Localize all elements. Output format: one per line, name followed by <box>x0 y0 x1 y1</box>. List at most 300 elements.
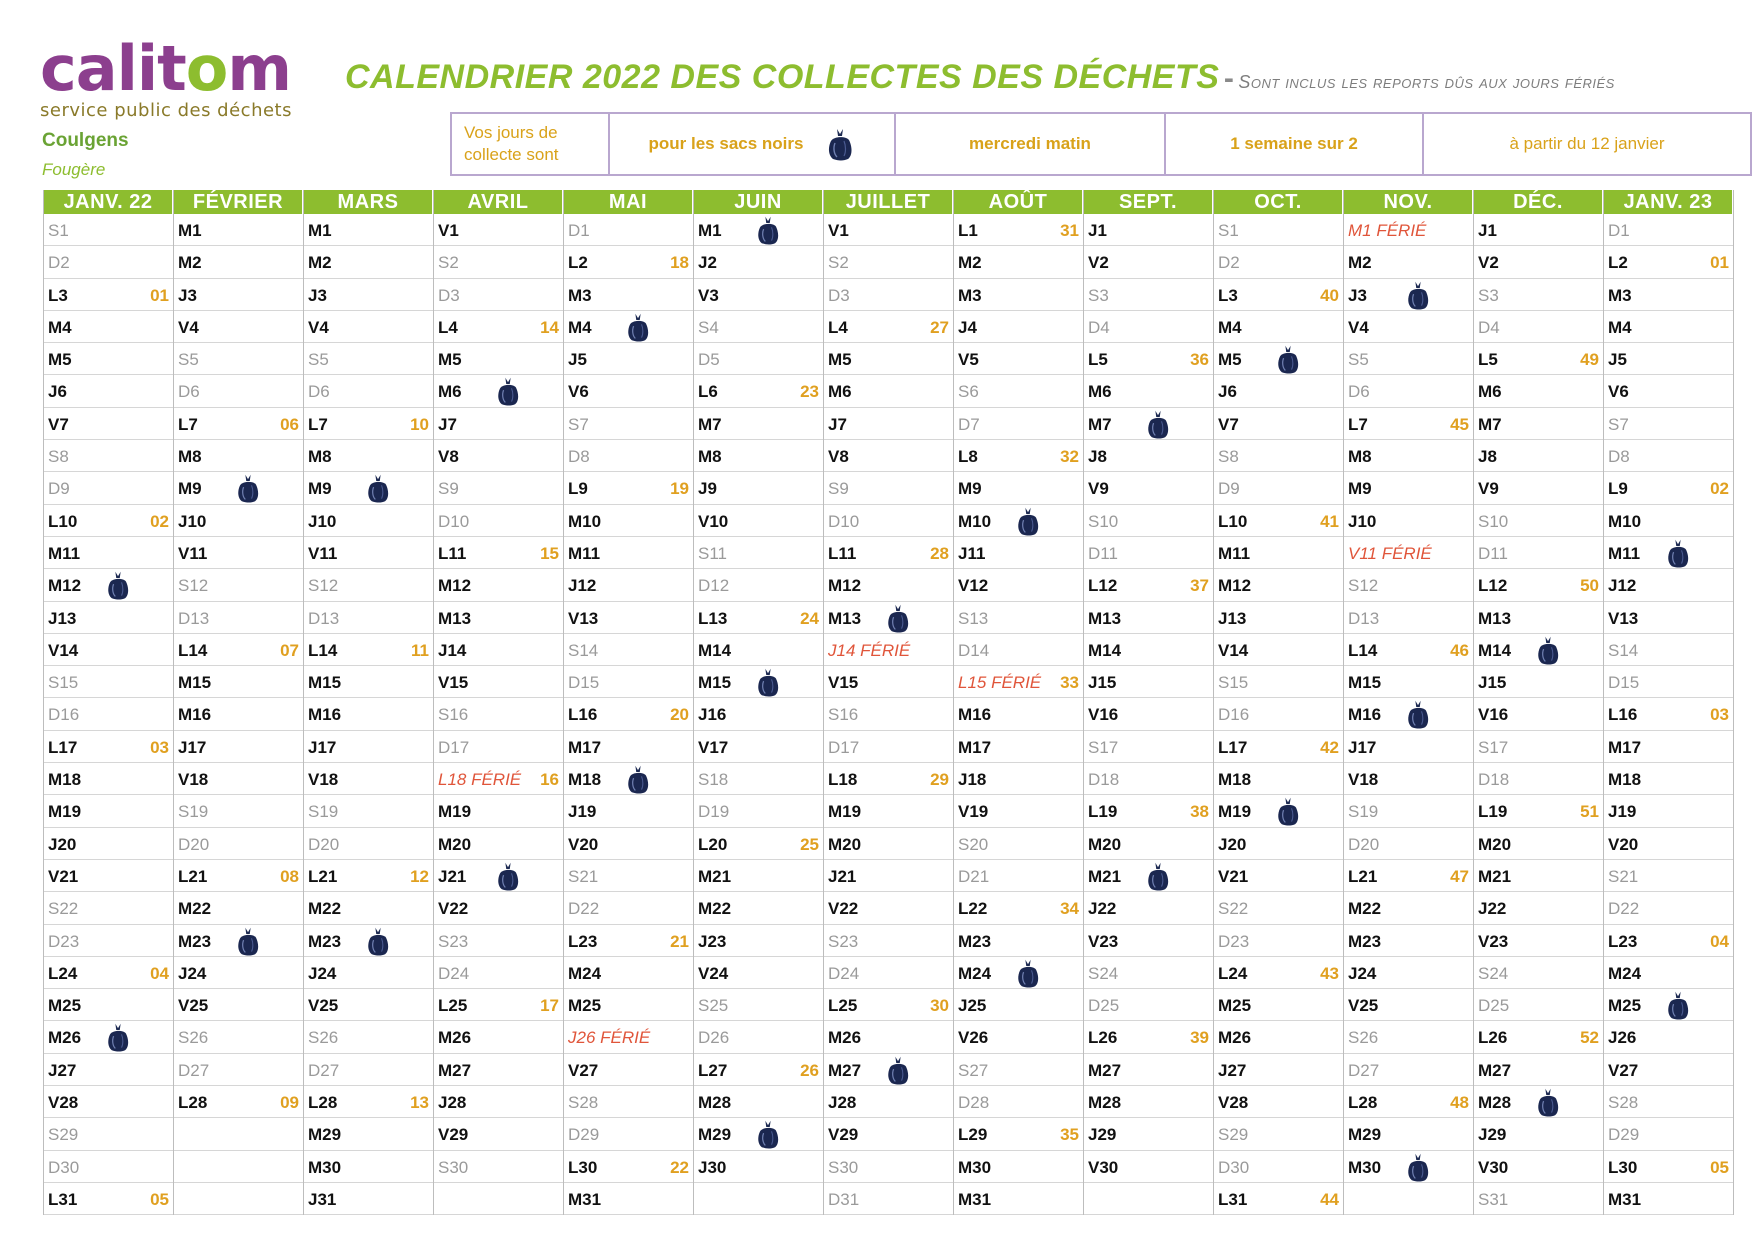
day-label: S13 <box>958 608 989 628</box>
week-number: 04 <box>150 963 169 983</box>
day-cell <box>824 569 953 601</box>
weekend-day-cell <box>954 634 1083 666</box>
day-cell <box>174 666 303 698</box>
day-label: V18 <box>308 770 339 790</box>
trash-bag-icon <box>1664 990 1692 1025</box>
day-cell <box>1084 795 1213 827</box>
day-label: M13 <box>828 608 862 628</box>
weekend-day-cell <box>954 1086 1083 1118</box>
day-label: L9 <box>1608 479 1628 499</box>
week-number: 23 <box>800 382 819 402</box>
day-cell <box>434 860 563 892</box>
day-cell <box>694 472 823 504</box>
day-label: S27 <box>958 1060 989 1080</box>
day-label: L10 <box>1218 511 1248 531</box>
day-label: M23 <box>178 931 212 951</box>
day-cell <box>304 892 433 924</box>
calitom-logo <box>40 32 340 121</box>
day-label: V22 <box>828 899 859 919</box>
day-label: D4 <box>1088 317 1110 337</box>
week-number: 32 <box>1060 447 1079 467</box>
day-label: S14 <box>1608 640 1639 660</box>
day-cell <box>954 1118 1083 1150</box>
info-start: à partir du 12 janvier <box>1509 134 1665 153</box>
day-cell <box>564 505 693 537</box>
day-cell <box>954 1021 1083 1053</box>
day-label: V27 <box>568 1060 599 1080</box>
month-header: DÉC. <box>1474 190 1603 214</box>
day-label: L14 <box>1348 640 1378 660</box>
day-cell <box>1084 343 1213 375</box>
day-label: S15 <box>1218 673 1249 693</box>
day-label: M10 <box>958 511 992 531</box>
weekend-day-cell <box>1344 569 1473 601</box>
weekend-day-cell <box>954 828 1083 860</box>
day-label: S12 <box>178 576 209 596</box>
day-cell <box>304 279 433 311</box>
day-cell <box>434 1086 563 1118</box>
day-label: J22 <box>1088 899 1117 919</box>
day-cell <box>44 537 173 569</box>
day-cell <box>434 214 563 246</box>
day-label: D12 <box>698 576 730 596</box>
day-cell <box>44 569 173 601</box>
weekend-day-cell <box>1214 214 1343 246</box>
weekend-day-cell <box>174 828 303 860</box>
weekend-day-cell <box>44 1118 173 1150</box>
empty-day-cell <box>694 1183 823 1215</box>
day-cell <box>1214 731 1343 763</box>
day-label: D23 <box>48 931 80 951</box>
empty-day-cell <box>174 1151 303 1183</box>
weekend-day-cell <box>1214 246 1343 278</box>
day-label: V11 FÉRIÉ <box>1348 543 1432 563</box>
day-cell <box>1084 698 1213 730</box>
trash-bag-icon <box>494 376 522 411</box>
holiday-cell <box>824 634 953 666</box>
day-label: S15 <box>48 673 79 693</box>
trash-bag-icon <box>1404 699 1432 734</box>
day-label: L5 <box>1478 350 1498 370</box>
month-column <box>954 190 1084 1215</box>
weekend-day-cell <box>824 1183 953 1215</box>
day-label: M1 FÉRIÉ <box>1348 221 1427 240</box>
day-label: L27 <box>698 1060 728 1080</box>
weekend-day-cell <box>1604 214 1733 246</box>
weekend-day-cell <box>1474 505 1603 537</box>
day-label: L22 <box>958 899 988 919</box>
day-cell <box>174 731 303 763</box>
day-cell <box>1474 602 1603 634</box>
weekend-day-cell <box>304 828 433 860</box>
day-cell <box>1344 957 1473 989</box>
day-label: M14 <box>1478 640 1512 660</box>
day-label: V29 <box>828 1125 859 1145</box>
day-label: M4 <box>1218 317 1242 337</box>
month-header: AOÛT <box>954 190 1083 214</box>
day-cell <box>564 279 693 311</box>
day-label: S7 <box>1608 414 1629 434</box>
day-cell <box>1474 408 1603 440</box>
week-number: 24 <box>800 608 819 628</box>
month-header: MARS <box>304 190 433 214</box>
week-number: 28 <box>930 543 949 563</box>
day-cell <box>44 634 173 666</box>
week-number: 40 <box>1320 285 1339 305</box>
day-label: S10 <box>1088 511 1119 531</box>
weekend-day-cell <box>304 1021 433 1053</box>
day-label: M9 <box>958 479 982 499</box>
day-label: S29 <box>48 1125 79 1145</box>
day-label: M1 <box>178 221 202 240</box>
day-label: V28 <box>48 1093 79 1113</box>
week-number: 51 <box>1580 802 1599 822</box>
day-label: J15 <box>1478 673 1507 693</box>
day-label: D13 <box>1348 608 1380 628</box>
day-cell <box>1474 634 1603 666</box>
day-label: L25 <box>828 996 858 1016</box>
day-cell <box>1344 472 1473 504</box>
day-label: J28 <box>438 1093 467 1113</box>
trash-bag-icon <box>234 926 262 961</box>
weekend-day-cell <box>174 1054 303 1086</box>
trash-bag-icon <box>364 926 392 961</box>
day-cell <box>174 989 303 1021</box>
day-label: V20 <box>1608 834 1639 854</box>
day-label: J20 <box>1218 834 1247 854</box>
day-label: D20 <box>178 834 210 854</box>
weekend-day-cell <box>44 925 173 957</box>
week-number: 12 <box>410 866 429 886</box>
day-cell <box>1084 408 1213 440</box>
day-cell <box>304 311 433 343</box>
day-label: M28 <box>1478 1093 1512 1113</box>
week-number: 05 <box>1710 1157 1729 1177</box>
day-label: J5 <box>568 350 587 370</box>
day-label: M23 <box>308 931 342 951</box>
day-label: M29 <box>1348 1125 1382 1145</box>
weekend-day-cell <box>1214 925 1343 957</box>
trash-bag-icon <box>364 473 392 508</box>
day-label: V25 <box>308 996 339 1016</box>
day-cell <box>694 1086 823 1118</box>
day-cell <box>1214 505 1343 537</box>
day-cell <box>564 989 693 1021</box>
day-cell <box>1604 343 1733 375</box>
weekend-day-cell <box>1604 408 1733 440</box>
weekend-day-cell <box>434 472 563 504</box>
day-cell <box>304 634 433 666</box>
day-label: L21 <box>1348 866 1378 886</box>
weekend-day-cell <box>564 1086 693 1118</box>
week-number: 50 <box>1580 576 1599 596</box>
day-cell <box>694 925 823 957</box>
day-label: S23 <box>828 931 859 951</box>
day-label: D1 <box>568 221 590 240</box>
day-label: D6 <box>1348 382 1370 402</box>
day-label: D27 <box>308 1060 340 1080</box>
day-cell <box>954 763 1083 795</box>
day-label: V30 <box>1478 1157 1509 1177</box>
weekend-day-cell <box>1344 828 1473 860</box>
day-label: M6 <box>1088 382 1112 402</box>
day-cell <box>44 860 173 892</box>
day-label: M3 <box>568 285 592 305</box>
day-label: D8 <box>1608 447 1630 467</box>
week-number: 03 <box>150 737 169 757</box>
day-label: L11 <box>828 543 857 563</box>
day-cell <box>1214 795 1343 827</box>
day-cell <box>1344 505 1473 537</box>
weekend-day-cell <box>1214 666 1343 698</box>
weekend-day-cell <box>564 408 693 440</box>
day-label: V23 <box>1088 931 1119 951</box>
day-label: M24 <box>958 963 992 983</box>
day-label: D10 <box>828 511 860 531</box>
empty-day-cell <box>174 1183 303 1215</box>
day-cell <box>44 311 173 343</box>
day-cell <box>1344 763 1473 795</box>
month-header: AVRIL <box>434 190 563 214</box>
day-cell <box>824 408 953 440</box>
day-cell <box>1474 375 1603 407</box>
day-cell <box>1084 666 1213 698</box>
day-label: D15 <box>1608 673 1640 693</box>
day-cell <box>1604 795 1733 827</box>
day-cell <box>1474 246 1603 278</box>
day-cell <box>434 311 563 343</box>
day-label: M15 <box>178 673 212 693</box>
day-cell <box>304 860 433 892</box>
holiday-cell <box>434 763 563 795</box>
day-label: J14 FÉRIÉ <box>828 640 911 660</box>
day-cell <box>1084 1021 1213 1053</box>
day-cell <box>434 569 563 601</box>
weekend-day-cell <box>824 698 953 730</box>
day-label: D9 <box>1218 479 1240 499</box>
weekend-day-cell <box>1214 698 1343 730</box>
day-label: M2 <box>1348 253 1372 273</box>
day-cell <box>954 731 1083 763</box>
day-cell <box>954 537 1083 569</box>
day-label: M6 <box>828 382 852 402</box>
day-cell <box>564 602 693 634</box>
day-label: L20 <box>698 834 728 854</box>
day-cell <box>174 860 303 892</box>
day-label: D25 <box>1478 996 1510 1016</box>
day-label: D11 <box>1088 543 1118 563</box>
day-label: S28 <box>1608 1093 1639 1113</box>
week-number: 34 <box>1060 899 1079 919</box>
day-cell <box>174 634 303 666</box>
day-label: J4 <box>958 317 977 337</box>
weekend-day-cell <box>44 666 173 698</box>
weekend-day-cell <box>694 343 823 375</box>
day-cell <box>1604 375 1733 407</box>
weekend-day-cell <box>1214 440 1343 472</box>
day-cell <box>1084 472 1213 504</box>
weekend-day-cell <box>434 698 563 730</box>
empty-day-cell <box>174 1118 303 1150</box>
day-cell <box>1604 1151 1733 1183</box>
weekend-day-cell <box>1214 1118 1343 1150</box>
day-label: S5 <box>178 350 199 370</box>
day-label: M15 <box>1348 673 1382 693</box>
day-label: V7 <box>48 414 69 434</box>
day-label: M26 <box>1218 1028 1252 1048</box>
day-cell <box>694 698 823 730</box>
day-cell <box>1214 537 1343 569</box>
day-label: L26 <box>1088 1028 1118 1048</box>
weekend-day-cell <box>824 731 953 763</box>
weekend-day-cell <box>1214 892 1343 924</box>
day-label: J27 <box>1218 1060 1247 1080</box>
week-number: 31 <box>1060 221 1079 240</box>
day-cell <box>824 666 953 698</box>
day-cell <box>1474 214 1603 246</box>
day-cell <box>434 795 563 827</box>
day-cell <box>1344 1086 1473 1118</box>
day-cell <box>1344 1118 1473 1150</box>
day-label: V15 <box>828 673 859 693</box>
day-cell <box>564 375 693 407</box>
day-cell <box>304 1183 433 1215</box>
day-cell <box>304 440 433 472</box>
day-cell <box>44 343 173 375</box>
day-label: M31 <box>1608 1189 1642 1209</box>
day-label: V3 <box>698 285 719 305</box>
day-label: M19 <box>48 802 82 822</box>
day-label: V6 <box>1608 382 1629 402</box>
day-label: M12 <box>438 576 472 596</box>
day-cell <box>1604 472 1733 504</box>
day-cell <box>1604 537 1733 569</box>
week-number: 48 <box>1450 1093 1469 1113</box>
weekend-day-cell <box>44 246 173 278</box>
week-number: 07 <box>280 640 299 660</box>
day-cell <box>694 892 823 924</box>
day-cell <box>1084 860 1213 892</box>
day-cell <box>954 472 1083 504</box>
day-label: V14 <box>1218 640 1249 660</box>
weekend-day-cell <box>954 1054 1083 1086</box>
weekend-day-cell <box>1084 537 1213 569</box>
week-number: 22 <box>670 1157 689 1177</box>
day-label: V9 <box>1088 479 1109 499</box>
day-cell <box>1474 892 1603 924</box>
day-label: D2 <box>1218 253 1240 273</box>
day-cell <box>304 1151 433 1183</box>
weekend-day-cell <box>434 279 563 311</box>
day-cell <box>954 343 1083 375</box>
weekend-day-cell <box>1474 731 1603 763</box>
day-cell <box>1214 634 1343 666</box>
day-label: M5 <box>438 350 462 370</box>
day-label: J11 <box>958 543 986 563</box>
day-cell <box>1604 698 1733 730</box>
weekend-day-cell <box>44 698 173 730</box>
day-label: D13 <box>178 608 210 628</box>
day-label: M25 <box>1218 996 1252 1016</box>
day-cell <box>1344 634 1473 666</box>
day-label: L24 <box>1218 963 1248 983</box>
weekend-day-cell <box>564 214 693 246</box>
day-label: D22 <box>568 899 600 919</box>
day-label: M17 <box>1608 737 1642 757</box>
day-cell <box>174 408 303 440</box>
day-cell <box>304 537 433 569</box>
day-cell <box>1214 343 1343 375</box>
day-label: S1 <box>1218 221 1239 240</box>
day-label: L14 <box>308 640 338 660</box>
day-label: M30 <box>958 1157 992 1177</box>
day-label: S11 <box>698 543 727 563</box>
day-label: V4 <box>178 317 199 337</box>
day-label: D27 <box>178 1060 210 1080</box>
day-label: J19 <box>568 802 597 822</box>
weekend-day-cell <box>694 569 823 601</box>
day-cell <box>564 343 693 375</box>
weekend-day-cell <box>564 1118 693 1150</box>
month-column <box>1214 190 1344 1215</box>
day-cell <box>434 828 563 860</box>
day-cell <box>954 795 1083 827</box>
weekend-day-cell <box>824 472 953 504</box>
day-cell <box>1604 989 1733 1021</box>
day-label: J18 <box>958 770 987 790</box>
trash-bag-icon <box>884 603 912 638</box>
weekend-day-cell <box>1214 1151 1343 1183</box>
day-label: D3 <box>438 285 460 305</box>
day-label: S9 <box>438 479 459 499</box>
day-label: D29 <box>568 1125 600 1145</box>
trash-bag-icon <box>104 1022 132 1057</box>
day-label: M21 <box>698 866 732 886</box>
day-label: J5 <box>1608 350 1627 370</box>
week-number: 20 <box>670 705 689 725</box>
day-label: V14 <box>48 640 79 660</box>
day-label: D23 <box>1218 931 1250 951</box>
trash-bag-icon <box>1274 344 1302 379</box>
day-label: J21 <box>828 866 857 886</box>
weekend-day-cell <box>1084 957 1213 989</box>
day-label: J10 <box>1348 511 1377 531</box>
day-label: J6 <box>48 382 67 402</box>
day-label: M31 <box>568 1189 602 1209</box>
day-label: D22 <box>1608 899 1640 919</box>
day-cell <box>954 214 1083 246</box>
day-cell <box>1474 828 1603 860</box>
weekend-day-cell <box>434 505 563 537</box>
weekend-day-cell <box>174 375 303 407</box>
day-label: D31 <box>828 1189 860 1209</box>
day-label: V11 <box>178 543 208 563</box>
day-label: M21 <box>1478 866 1512 886</box>
day-label: S21 <box>568 866 599 886</box>
day-cell <box>1474 1054 1603 1086</box>
trash-bag-icon <box>1144 861 1172 896</box>
weekend-day-cell <box>304 795 433 827</box>
weekend-day-cell <box>564 860 693 892</box>
weekend-day-cell <box>1344 375 1473 407</box>
day-label: M27 <box>1088 1060 1122 1080</box>
day-label: D29 <box>1608 1125 1640 1145</box>
info-bag-type <box>610 114 896 174</box>
day-cell <box>434 343 563 375</box>
day-cell <box>174 698 303 730</box>
day-label: S12 <box>1348 576 1379 596</box>
day-label: V24 <box>698 963 729 983</box>
